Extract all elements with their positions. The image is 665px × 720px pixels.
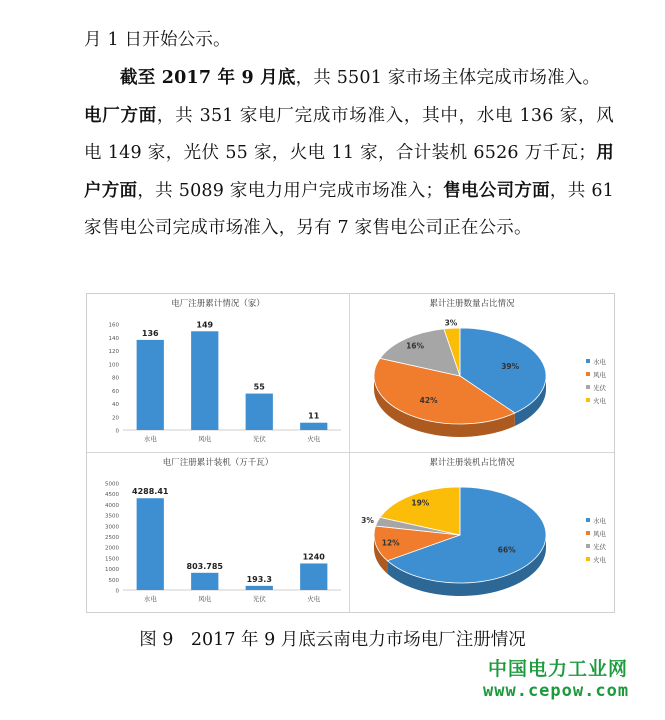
chart3-legend-swatch-0 — [586, 518, 590, 522]
chart0-ytick: 100 — [108, 362, 119, 369]
bold-power-plants: 电厂方面 — [84, 105, 157, 126]
watermark-name: 中国电力工业网 — [488, 658, 629, 680]
chart1-legend-swatch-1 — [586, 372, 590, 376]
chart2-ytick: 500 — [108, 577, 119, 584]
chart2-bar-0 — [137, 498, 164, 590]
chart2-ytick: 3000 — [105, 524, 119, 531]
chart0-bar-1 — [191, 331, 218, 430]
chart2-ytick: 2000 — [105, 545, 119, 552]
bold-users: 用户方面 — [84, 143, 615, 201]
chart2-ytick: 4000 — [105, 502, 119, 509]
chart0-category-label-3: 火电 — [307, 435, 321, 443]
chart2-ytick: 2500 — [105, 535, 119, 541]
chart0-value-label-2: 55 — [253, 382, 265, 392]
chart0-category-label-1: 风电 — [198, 435, 212, 443]
chart3-slice-label-3: 19% — [411, 498, 430, 508]
chart2-bar-3 — [300, 563, 327, 590]
chart3-title: 累计注册装机占比情况 — [429, 458, 515, 468]
chart2-category-label-0: 水电 — [143, 595, 157, 603]
chart1-legend-swatch-0 — [586, 359, 590, 363]
chart2-category-label-3: 火电 — [307, 595, 321, 603]
chart1-legend-label-0: 水电 — [593, 358, 606, 366]
chart3-legend-label-0: 水电 — [593, 517, 606, 525]
bold-date: 截至 2017 年 9 月底 — [120, 68, 296, 88]
chart2-bar-2 — [246, 586, 273, 590]
chart1-slice-label-1: 42% — [419, 396, 438, 406]
chart3-legend-swatch-1 — [586, 531, 590, 535]
chart3-slice-label-0: 66% — [497, 545, 516, 555]
chart2-ytick: 0 — [115, 588, 119, 595]
chart0-bar-3 — [300, 423, 327, 430]
chart1-legend-label-2: 光伏 — [593, 384, 606, 392]
chart1-legend-label-3: 火电 — [593, 397, 606, 405]
chart0-bar-2 — [246, 394, 273, 430]
figure-caption: 图 9 2017 年 9 月底云南电力市场电厂注册情况 — [139, 630, 526, 650]
chart2-category-label-1: 风电 — [198, 595, 212, 603]
chart2-ytick: 1500 — [105, 556, 119, 563]
chart3-legend-swatch-2 — [586, 544, 590, 548]
chart2-ytick: 5000 — [105, 481, 119, 488]
chart3-slice-label-2: 3% — [361, 516, 374, 526]
charts-svg — [87, 294, 614, 612]
chart2-value-label-3: 1240 — [302, 552, 325, 562]
chart2-value-label-1: 803.785 — [186, 561, 223, 571]
chart2-ytick: 4500 — [105, 492, 119, 499]
para-text-1: ，共 5501 家市场主体完成市场准入。 — [295, 68, 601, 88]
chart0-ytick: 140 — [108, 335, 119, 342]
chart2-value-label-0: 4288.41 — [132, 487, 169, 497]
chart0-ytick: 120 — [108, 349, 119, 355]
chart0-title: 电厂注册累计情况（家） — [171, 299, 265, 309]
chart2-ytick: 1000 — [105, 567, 119, 574]
chart0-ytick: 20 — [112, 415, 119, 422]
bold-retailers: 售电公司方面 — [443, 180, 550, 201]
figure-divider-vertical — [349, 294, 350, 612]
figure-panel — [86, 293, 615, 613]
line-top-text: 月 1 日开始公示。 — [84, 30, 231, 50]
chart1-title: 累计注册数量占比情况 — [429, 299, 515, 309]
text-line-top — [84, 22, 614, 60]
chart1-slice-label-3: 3% — [444, 318, 458, 328]
chart3-legend-label-3: 火电 — [593, 556, 606, 564]
body-paragraph — [84, 60, 614, 248]
watermark-url: www.cepow.com — [483, 681, 630, 701]
para-text-4: ，共 61 家售电公司完成市场准入，另有 7 家售电公司正在公示。 — [84, 180, 614, 238]
para-text-3: ，共 5089 家电力用户完成市场准入； — [137, 180, 444, 201]
chart2-title: 电厂注册累计装机（万千瓦） — [162, 458, 274, 468]
chart0-value-label-0: 136 — [141, 328, 159, 338]
chart3-legend-label-2: 光伏 — [593, 543, 606, 551]
chart3-legend-label-1: 风电 — [593, 530, 606, 538]
chart1-legend-label-1: 风电 — [593, 371, 606, 379]
chart0-ytick: 40 — [112, 402, 119, 408]
chart0-value-label-3: 11 — [308, 411, 320, 421]
chart0-category-label-0: 水电 — [143, 435, 157, 443]
chart2-ytick: 3500 — [105, 513, 119, 520]
chart0-category-label-2: 光伏 — [252, 435, 266, 443]
chart1-legend-swatch-3 — [586, 398, 590, 402]
chart0-value-label-1: 149 — [196, 320, 214, 330]
para-text-2: ，共 351 家电厂完成市场准入，其中，水电 136 家，风电 149 家，光伏 55 家，火电 11 家，合计装机 6526 万千瓦； — [84, 105, 614, 163]
chart0-bar-0 — [137, 340, 164, 430]
chart1-slice-label-0: 39% — [501, 361, 520, 371]
chart2-category-label-2: 光伏 — [252, 595, 266, 603]
chart3-slice-label-1: 12% — [381, 538, 400, 548]
chart1-legend-swatch-2 — [586, 385, 590, 389]
chart0-ytick: 160 — [108, 322, 119, 329]
chart0-ytick: 60 — [112, 388, 119, 395]
figure-divider-horizontal — [87, 452, 614, 453]
chart2-value-label-2: 193.3 — [246, 574, 272, 584]
chart2-bar-1 — [191, 573, 218, 590]
chart0-ytick: 80 — [112, 375, 119, 382]
chart1-slice-label-2: 16% — [406, 341, 425, 351]
chart3-legend-swatch-3 — [586, 557, 590, 561]
chart0-ytick: 0 — [115, 428, 119, 435]
